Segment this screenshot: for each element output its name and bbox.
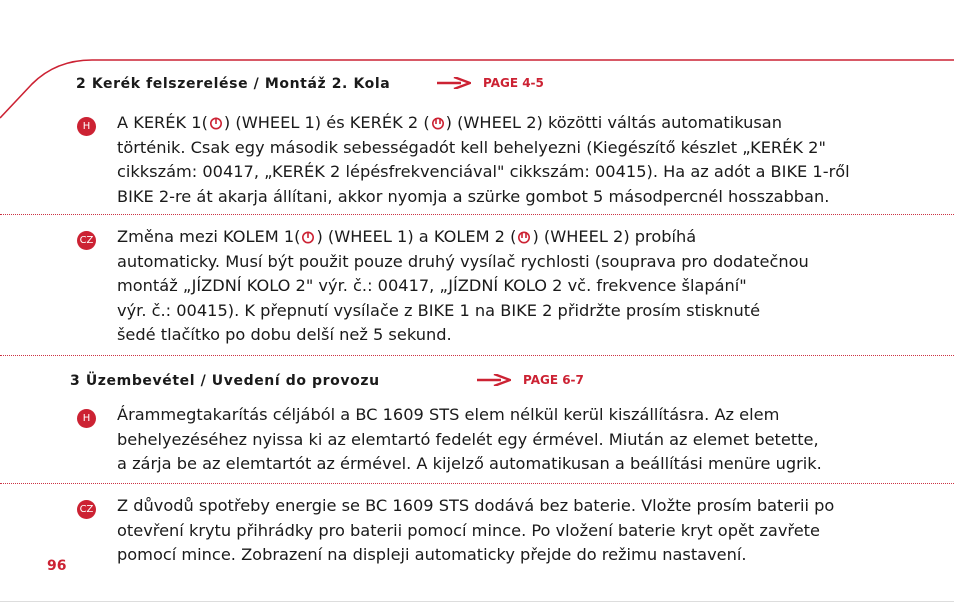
- text-segment: történik. Csak egy második sebességadót kell behelyezni (Kiegészítő készlet „KERÉK 2": [117, 137, 826, 157]
- arrow-right-icon: [477, 374, 511, 386]
- text-line: [117, 274, 917, 299]
- text-segment: ) (WHEEL 1) a KOLEM 2 (: [316, 227, 517, 246]
- page-ref-label: PAGE 6-7: [523, 373, 584, 387]
- wheel-1-icon: [301, 230, 315, 244]
- text-segment: ) (WHEEL 2) közötti váltás automatikusan: [445, 113, 782, 132]
- section-3-heading: 3 Üzembevétel / Uvedení do provozu: [70, 373, 380, 389]
- section-2-h-paragraph: [117, 111, 917, 209]
- text-segment: cikkszám: 00417, „KERÉK 2 lépésfrekvenciával" cikkszám: 00415). Ha az adót a BIKE 1-ről: [117, 162, 850, 181]
- text-segment: A KERÉK 1(: [117, 113, 208, 132]
- text-line: [117, 185, 917, 210]
- wheel-2-icon: [517, 230, 531, 244]
- text-line: [117, 250, 917, 275]
- text-segment: šedé tlačítko po dobu delší než 5 sekund.: [117, 325, 452, 344]
- text-segment: BIKE 2-re át akarja állítani, akkor nyomja a szürke gombot 5 másodpercnél hosszabban.: [117, 186, 830, 206]
- text-line: [117, 403, 917, 428]
- page-ref-label: PAGE 4-5: [483, 76, 544, 90]
- text-line: [117, 225, 917, 250]
- wheel-1-icon: [209, 116, 223, 130]
- text-segment: ) (WHEEL 1) és KERÉK 2 (: [223, 113, 430, 132]
- section-2-heading: 2 Kerék felszerelése / Montáž 2. Kola: [76, 76, 391, 92]
- text-segment: behelyezéséhez nyissa ki az elemtartó fedelét egy érmével. Miután az elemet betette,: [117, 429, 819, 449]
- dotted-divider: [0, 355, 954, 356]
- section-2-cz-paragraph: [117, 225, 917, 348]
- text-segment: výr. č.: 00415). K přepnutí vysílače z BIKE 1 na BIKE 2 přidržte prosím stisknuté: [117, 300, 761, 320]
- text-line: [117, 543, 917, 568]
- section-3-cz-paragraph: [117, 494, 917, 568]
- wheel-2-icon: [431, 116, 445, 130]
- dotted-divider: [0, 483, 954, 484]
- text-segment: Změna mezi KOLEM 1(: [117, 227, 301, 246]
- text-line: [117, 160, 917, 185]
- language-badge-h: H: [77, 409, 96, 428]
- text-segment: Z důvodů spotřeby energie se BC 1609 STS dodává bez baterie. Vložte prosím baterii po: [117, 496, 835, 515]
- text-segment: Árammegtakarítás céljából a BC 1609 STS elem nélkül kerül kiszállításra. Az elem: [117, 405, 780, 424]
- text-segment: pomocí mince. Zobrazení na displeji automaticky přejde do režimu nastavení.: [117, 545, 747, 564]
- text-line: [117, 494, 917, 519]
- bottom-rule: [0, 601, 954, 602]
- text-line: [117, 299, 917, 324]
- text-line: [117, 136, 917, 161]
- language-badge-cz: CZ: [77, 231, 96, 250]
- language-badge-cz: CZ: [77, 500, 96, 519]
- text-line: [117, 519, 917, 544]
- language-badge-h: H: [77, 117, 96, 136]
- text-line: [117, 111, 917, 136]
- text-line: [117, 428, 917, 453]
- section-3-h-paragraph: [117, 403, 917, 477]
- section-2-page-ref: [437, 76, 544, 90]
- text-segment: montáž „JÍZDNÍ KOLO 2" výr. č.: 00417, „JÍZDNÍ KOLO 2 vč. frekvence šlapání": [117, 276, 747, 295]
- page-number: 96: [47, 558, 67, 574]
- text-segment: ) (WHEEL 2) probíhá: [532, 227, 697, 246]
- text-segment: automaticky. Musí být použit pouze druhý vysílač rychlosti (souprava pro dodatečnou: [117, 251, 809, 271]
- arrow-right-icon: [437, 77, 471, 89]
- text-segment: otevření krytu přihrádky pro baterii pomocí mince. Po vložení baterie kryt opět zavřete: [117, 520, 820, 540]
- dotted-divider: [0, 214, 954, 215]
- text-line: [117, 452, 917, 477]
- text-segment: a zárja be az elemtartót az érmével. A kijelző automatikusan a beállítási menüre ugrik.: [117, 454, 822, 473]
- text-line: [117, 323, 917, 348]
- section-3-page-ref: [477, 373, 584, 387]
